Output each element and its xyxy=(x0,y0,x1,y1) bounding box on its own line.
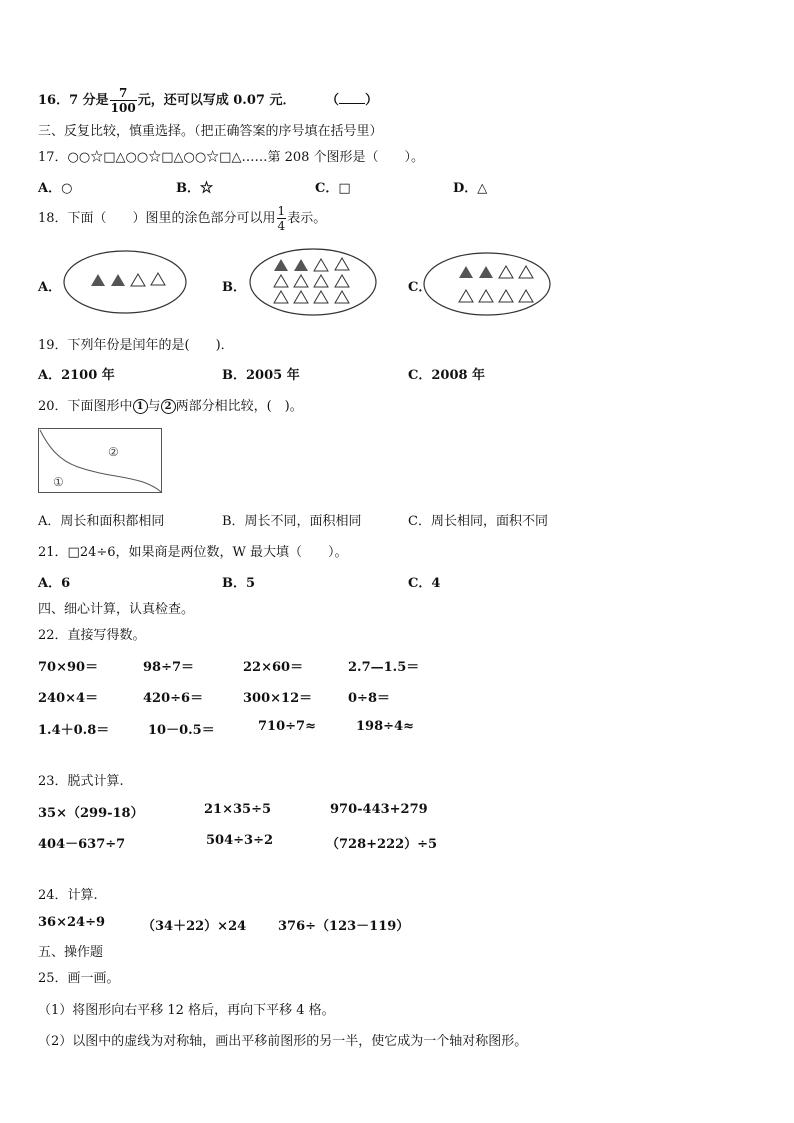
q24-item: （34＋22）×24 xyxy=(142,919,247,934)
q17-stem: 17．○○☆□△○○☆□△○○☆□△……第 208 个图形是（ ）。 xyxy=(38,150,425,165)
q20-option-a[interactable]: A．周长和面积都相同 xyxy=(38,514,165,529)
q24-item: 36×24÷9 xyxy=(38,915,106,930)
q22-item: 420÷6＝ xyxy=(143,691,204,706)
q21-option-b[interactable]: B．5 xyxy=(222,576,256,591)
q23-title: 23．脱式计算. xyxy=(38,774,124,789)
q20-option-c[interactable]: C．周长相同，面积不同 xyxy=(408,514,548,529)
q23-item: 404－637÷7 xyxy=(38,837,126,852)
q17-option-d[interactable]: D．△ xyxy=(453,181,488,196)
section-5-heading: 五、操作题 xyxy=(38,945,104,960)
q24-item: 376÷（123－119） xyxy=(278,919,410,934)
q20-mark-2: 2 xyxy=(161,399,176,414)
q18-option-a[interactable]: A． xyxy=(38,280,62,295)
q16-paren-open: （ xyxy=(326,93,340,108)
q22-item: 70×90＝ xyxy=(38,660,99,675)
q21-option-a[interactable]: A．6 xyxy=(38,576,71,591)
q18-option-b[interactable]: B． xyxy=(222,280,246,295)
section-4-heading: 四、细心计算，认真检查。 xyxy=(38,602,195,617)
q22-item: 198÷4≈ xyxy=(356,719,414,734)
q19-stem: 19．下列年份是闰年的是( )． xyxy=(38,338,234,353)
q23-item: 504÷3÷2 xyxy=(206,833,274,848)
q18-numerator: 1 xyxy=(277,204,286,218)
q22-item: 98÷7＝ xyxy=(143,660,195,675)
q18-tail: 表示。 xyxy=(287,211,327,226)
q16-tail: 元，还可以写成 0.07 元． xyxy=(137,93,296,108)
q18-denominator: 4 xyxy=(277,219,286,233)
q17-option-a[interactable]: A．○ xyxy=(38,181,73,196)
section-3-heading: 三、反复比较，慎重选择。（把正确答案的序号填在括号里） xyxy=(38,124,383,139)
q25-part-1: （1）将图形向右平移 12 格后，再向下平移 4 格。 xyxy=(38,1003,335,1018)
q25-title: 25．画一画。 xyxy=(38,971,120,986)
q20-stem-a: 20．下面图形中 xyxy=(38,399,133,414)
q20-stem-b: 两部分相比较，( )。 xyxy=(175,399,303,414)
q17-option-c[interactable]: C．□ xyxy=(315,181,351,196)
q16-lead: 16．7 分是 xyxy=(38,93,109,108)
q19-option-a[interactable]: A．2100 年 xyxy=(38,368,115,383)
q22-item: 240×4＝ xyxy=(38,691,99,706)
q22-item: 10－0.5＝ xyxy=(148,723,215,738)
q23-item: （728+222）÷5 xyxy=(326,837,438,852)
q20-region-label-1: ① xyxy=(53,475,64,489)
q21-option-c[interactable]: C．4 xyxy=(408,576,441,591)
q19-option-c[interactable]: C．2008 年 xyxy=(408,368,486,383)
q19-option-b[interactable]: B．2005 年 xyxy=(222,368,300,383)
q22-item: 2.7—1.5＝ xyxy=(348,660,420,675)
q22-item: 22×60＝ xyxy=(243,660,304,675)
q23-item: 35×（299-18） xyxy=(38,806,144,821)
q25-part-2: （2）以图中的虚线为对称轴，画出平移前图形的另一半，使它成为一个轴对称图形。 xyxy=(38,1034,528,1049)
q22-title: 22．直接写得数。 xyxy=(38,628,146,643)
q23-item: 21×35÷5 xyxy=(204,802,272,817)
q18-option-c[interactable]: C． xyxy=(408,280,432,295)
q20-stem-mid: 与 xyxy=(147,399,161,414)
q22-item: 710÷7≈ xyxy=(258,719,316,734)
q16-paren-close: ） xyxy=(365,93,379,108)
q16-numerator: 7 xyxy=(110,86,137,101)
q20-option-b[interactable]: B．周长不同，面积相同 xyxy=(222,514,362,529)
q24-title: 24．计算. xyxy=(38,888,98,903)
q22-item: 1.4＋0.8＝ xyxy=(38,723,110,738)
q22-item: 300×12＝ xyxy=(243,691,313,706)
q17-option-b[interactable]: B．☆ xyxy=(176,181,213,196)
q16-denominator: 100 xyxy=(110,101,136,115)
q22-item: 0÷8＝ xyxy=(348,691,390,706)
q23-item: 970-443+279 xyxy=(330,802,428,817)
q21-stem: 21．□24÷6，如果商是两位数，W 最大填（ ）。 xyxy=(38,545,348,560)
q20-figure xyxy=(0,0,794,500)
q20-region-label-2: ② xyxy=(108,445,119,459)
q18-lead: 18．下面（ ）图里的涂色部分可以用 xyxy=(38,211,276,226)
q20-mark-1: 1 xyxy=(133,399,148,414)
